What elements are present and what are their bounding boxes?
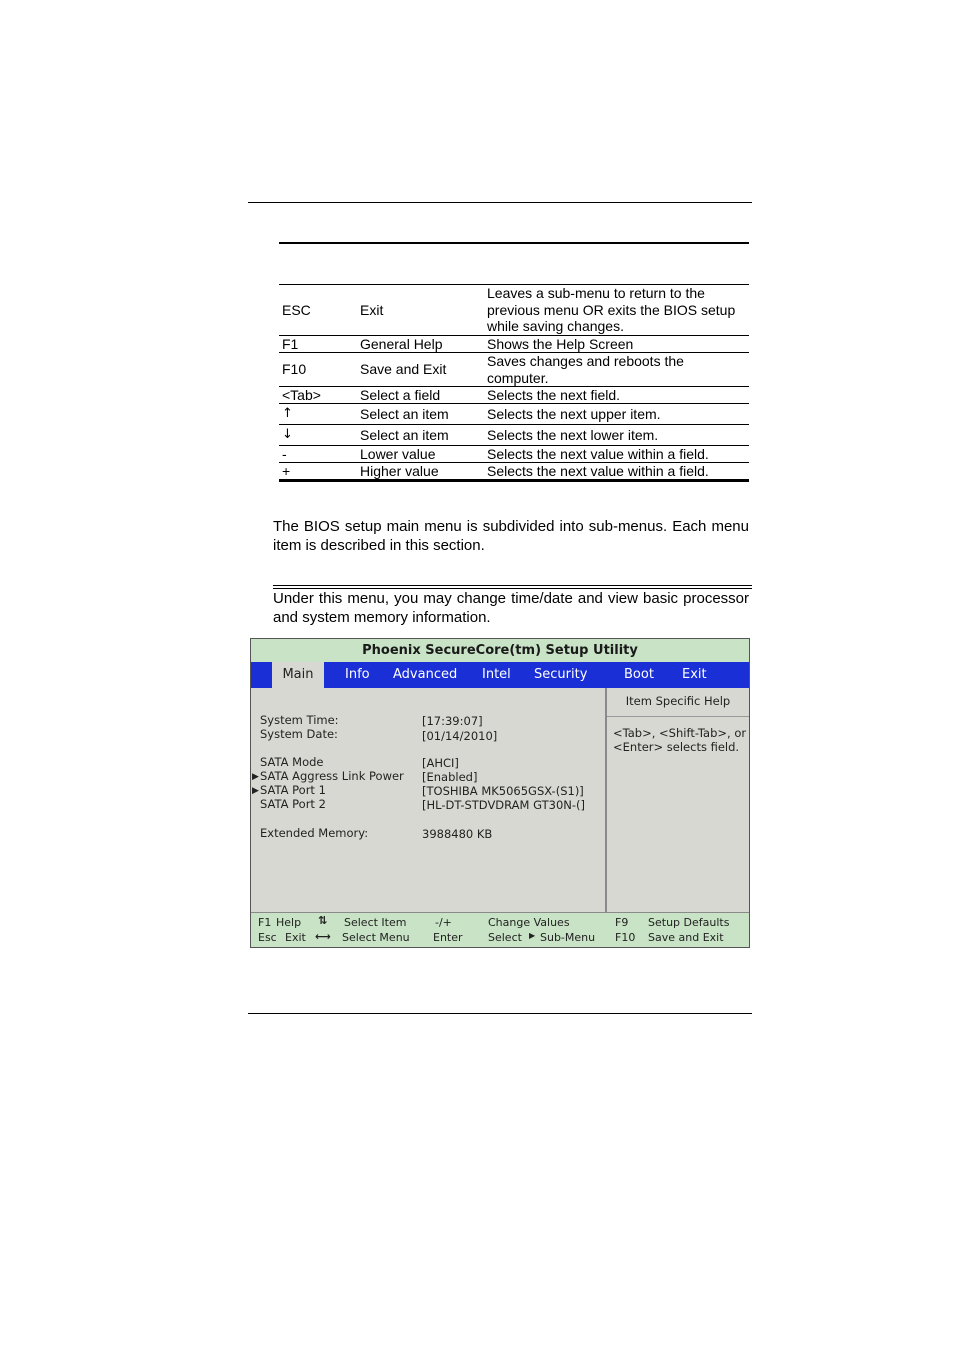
key-cell: - [282,445,287,462]
description-cell: Shows the Help Screen [487,335,634,352]
setup-defaults-label: Setup Defaults [648,916,730,929]
table-row [279,424,749,445]
function-cell: Exit [360,301,384,318]
up-arrow-icon: ↑ [282,405,293,421]
bios-footer [251,912,749,948]
table-row [279,335,749,352]
down-arrow-icon: ↓ [282,426,293,442]
plus-minus-key: -/+ [435,916,452,929]
key-cell: ESC [282,301,311,318]
function-cell: Lower value [360,445,436,462]
table-row [279,352,749,386]
sata-link-power-value: [Enabled] [422,770,478,784]
tab-main[interactable]: Main [272,662,324,688]
header-rule [248,202,752,203]
function-cell: Select a field [360,386,441,403]
enter-submenu-label: Sub-Menu [540,931,596,944]
bios-title: Phoenix SecureCore(tm) Setup Utility [251,639,749,662]
sata-link-power-label[interactable]: SATA Aggress Link Power [260,769,404,783]
sata-port-1-value: [TOSHIBA MK5065GSX-(S1)] [422,784,584,798]
tab-security[interactable]: Security [534,667,588,682]
tab-advanced[interactable]: Advanced [393,667,458,682]
table-row [279,386,749,403]
tab-info[interactable]: Info [345,667,370,682]
table-row [279,445,749,462]
intro-paragraph: The BIOS setup main menu is subdivided into sub-menus. Each menu item is described in this section. [273,518,749,554]
bios-menu-bar [251,662,749,688]
description-cell: Saves changes and reboots the computer. [487,353,684,386]
extended-memory-label: Extended Memory: [260,826,369,840]
f10-key: F10 [615,931,636,944]
table-row [279,284,749,335]
enter-key: Enter [433,931,463,944]
footer-rule [248,1013,752,1014]
description-cell: Selects the next lower item. [487,426,659,443]
function-cell: Select an item [360,405,449,422]
tab-exit[interactable]: Exit [682,667,707,682]
table-top-rule [279,242,749,284]
key-cell: + [282,462,291,479]
function-cell: Higher value [360,462,439,479]
system-date-value[interactable]: [01/14/2010] [422,729,498,743]
submenu-pointer-icon: ▶ [252,786,259,796]
system-time-value[interactable]: [17:39:07] [422,714,483,728]
bios-screenshot [250,638,750,948]
table-row [279,462,749,482]
keys-table [279,242,749,482]
enter-select-label: Select [488,931,522,944]
tab-intel[interactable]: Intel [482,667,511,682]
bios-settings-panel [251,688,607,912]
key-cell: F10 [282,361,307,378]
description-cell: Leaves a sub-menu to return to the previous menu OR exits the BIOS setup while saving changes. [487,285,736,335]
submenu-pointer-icon: ▶ [252,772,259,782]
select-menu-label: Select Menu [342,931,410,944]
up-down-arrows-icon: ⇅ [318,914,328,927]
bios-help-panel [607,688,749,912]
sata-port-2-label: SATA Port 2 [260,797,326,811]
system-time-label: System Time: [260,713,339,727]
key-cell: F1 [282,335,299,352]
system-date-label: System Date: [260,727,338,741]
description-cell: Selects the next upper item. [487,405,661,422]
save-exit-label: Save and Exit [648,931,724,944]
table-row [279,403,749,424]
esc-label: Exit [285,931,306,944]
tab-boot[interactable]: Boot [624,667,654,682]
change-values-label: Change Values [488,916,570,929]
extended-memory-value: 3988480 KB [422,827,493,841]
function-cell: Save and Exit [360,361,447,378]
function-cell: Select an item [360,426,449,443]
esc-key: Esc [258,931,277,944]
f1-label: Help [276,916,302,929]
sata-mode-value[interactable]: [AHCI] [422,756,459,770]
main-menu-paragraph: Under this menu, you may change time/date and view basic processor and system memory information. [273,590,749,626]
key-cell: <Tab> [282,386,321,403]
sata-port-2-value: [HL-DT-STDVDRAM GT30N-(] [422,798,586,812]
submenu-arrow-icon: ▶ [529,931,536,940]
description-cell: Selects the next value within a field. [487,462,709,479]
f9-key: F9 [615,916,629,929]
sata-mode-label: SATA Mode [260,755,324,769]
left-right-arrows-icon: ⟷ [315,930,331,943]
description-cell: Selects the next field. [487,386,621,403]
function-cell: General Help [360,335,443,352]
select-item-label: Select Item [344,916,407,929]
help-title: Item Specific Help [607,688,749,717]
help-text: <Tab>, <Shift-Tab>, or <Enter> selects field. [613,726,747,754]
description-cell: Selects the next value within a field. [487,445,709,462]
sata-port-1-label[interactable]: SATA Port 1 [260,783,326,797]
f1-key: F1 [258,916,272,929]
